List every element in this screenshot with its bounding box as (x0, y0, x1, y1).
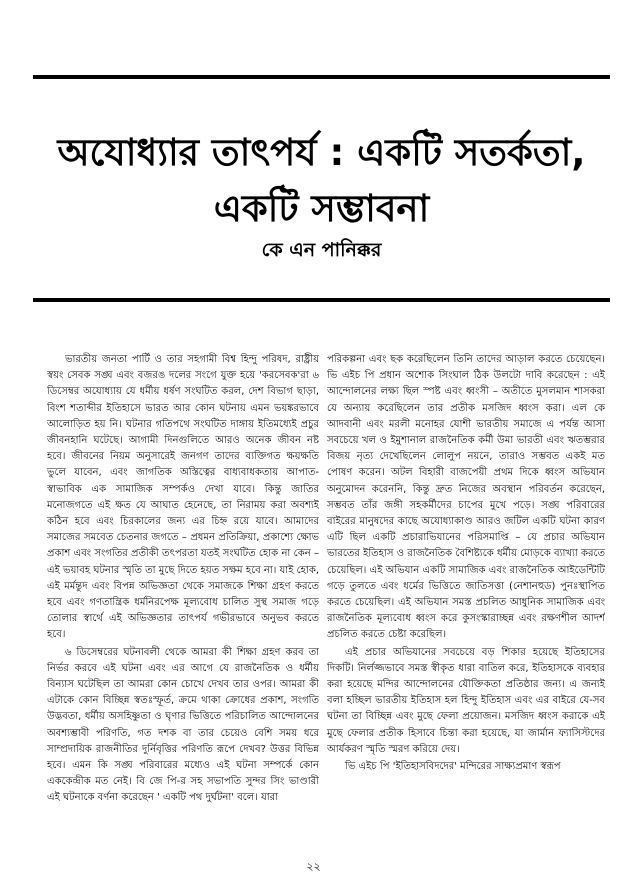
paragraph: ভি এইচ পি 'ইতিহাসবিদদের' মন্দিরের সাক্ষ্যপ্রমাণ স্বরূপ (345, 761, 561, 773)
paragraph: ৬ ডিসেম্বরের ঘটনাবলী থেকে আমরা কী শিক্ষা গ্রহণ করব তা নির্ভর করবে এই ঘটনা এবং এর আগে যে রাজনৈতিক ও ধর্মীয় বিন্যাস ঘটেছিল তা আমরা কোন চোখে দেখব তার ওপর। আমরা কী এটাকে কোন বিচ্ছিন্ন স্বতঃস্ফূর্ত, ক্রমে থাকা ক্রোধের প্রকাশ, সংগতি উদ্ভবতা, ধর্মীয় অসহিষ্ণুতা ও ঘৃণার ভিত্তিতে পরিচালিত আন্দোলনের অবশ্যম্ভাবী পরিণতি, গত দশক বা তার চেয়েও বেশি সময় ধরে সাম্প্রদায়িক রাজনীতির দুর্নিবৃত্তির পরিণতি রূপে দেখব? উত্তর বিভিন্ন হবে। এমন কি সঙ্ঘ পরিবারের মধ্যেও এই ঘটনা সম্পর্কে কোন এককেন্দ্রীক মত নেই। বি জে পি-র সহ সভাপতি সুন্দর সিং ভাণ্ডারী এই ঘটনাকে বর্ণনা করেছেন ' একটি পথ দুর্ঘটনা' বলে। যারা (47, 646, 319, 804)
paragraph: এই প্রচার অভিযানের সবচেয়ে বড় শিকার হয়েছে ইতিহাসের দিকটি। নির্লজ্জভাবে সমস্ত স্বীকৃত ধারা বাতিল করে, ইতিহাসকে ব্যবহার করা হয়েছে মন্দির আন্দোলনের যৌক্তিকতা প্রতিষ্ঠার জন্য। এ জন্যই বলা হচ্ছিল ভারতীয় ইতিহাস হল হিন্দু ইতিহাস এবং এর বাইরে যে-সব ঘটনা তা বিচ্ছিন্ন এবং মুছে ফেলা প্রয়োজন। মসজিদ ধ্বংস করাকে এই মুছে ফেলার প্রতীক হিসাবে চিন্তা করা হয়েছে, যা জার্মান ফ্যাসিস্টদের আর্যকরণ স্মৃতি স্মরণ করিয়ে দেয়। (327, 646, 605, 755)
page-number: ২২ (306, 860, 321, 873)
bottom-rule (33, 298, 610, 302)
article-author: কে এন পানিক্কর (261, 239, 382, 261)
left-column (47, 352, 319, 848)
paragraph: ভারতীয় জনতা পার্টি ও তার সহগামী বিশ্ব হিন্দু পরিষদ, রাষ্ট্রীয় স্বয়ং সেবক সঙ্ঘ এবং বজরঙ দলের সংগে যুক্ত হয়ে 'করসেবক'রা ৬ ডিসেম্বর অযোধ্যায় যে ধর্মীয় ধর্ষণ সংঘটিত করল, দেশ বিভাগ ছাড়া, বিংশ শতাব্দীর ইতিহাসে ভারত আর কোন ঘটনায় এমন ভয়ঙ্করভাবে আলোড়িত হয় নি। ঘটনার গতিপথে সংঘটিত দাঙ্গায় ইতিমধ্যেই প্রচুর জীবনহানি ঘটেছে। আগামী দিনগুলিতে আরও অনেক জীবন নষ্ট হবে। জীবনের নিয়ম অনুসারেই জনগণ তাদের ব্যক্তিগত ক্ষয়ক্ষতি ভুলে যাবেন, এবং জাগতিক অস্তিত্বের বাধ্যবাধকতায় আপাত-স্বাভাবিক এক সামাজিক সম্পর্কও দেখা যাবে। কিন্তু জাতির মনোজগতে এই ক্ষত যে আঘাত হেনেছে, তা নিরাময় করা অবশ্যই কঠিন হবে এবং চিরকালের জন্য এর চিহ্ন রয়ে যাবে। আমাদের সমাজের সমবেত চেতনার জগতে – প্রধমন প্রতিক্রিয়া, প্রকাশ্যে ক্ষোভ প্রকাশ এবং সংগতির প্রতীকী তৎপরতা যতই সংঘটিত হোক না কেন – এই ভয়াবহ ঘটনার স্মৃতি তা মুছে দিতে হয়ত সক্ষম হবে না। যাই হোক, এই মর্মন্তুদ এবং বিপন্ন অভিজ্ঞতা থেকে সমাজকে শিক্ষা গ্রহণ করতে হবে এবং গণতান্ত্রিক ধর্মনিরপেক্ষ মূল্যবোধ চালিত সুস্থ সমাজ গড়ে তোলার স্বার্থে এই অভিজ্ঞতার তাৎপর্য গভীরভাবে অনুভব করতে হবে। (47, 354, 319, 641)
paragraph: পরিকল্পনা এবং ছক করেছিলেন তিনি তাদের আড়াল করতে চেয়েছেন। ভি এইচ পি প্রধান অশোক সিংঘাল ঠিক উলটো দাবি করেছেন : এই আন্দোলনের লক্ষ্য ছিল স্পষ্ট এবং ধ্বংসী – অতীতে মুসলমান শাসকরা যে অন্যায় করেছিলেন তার প্রতীক মসজিদ ধ্বংস করা। এল কে আদবানী এবং মরলী মনোহর যোশী ভারতীয় সমাজে এ পর্যন্ত আসা সবচেয়ে খল ও ইমুশানাল রাজনৈতিক কর্মী উমা ভারতী এবং ঋতম্ভরার বিজয় নৃত্য দেখেছিলেন লোলুপ নয়নে, তারাও সম্ভবত একই মত পোষণ করেন। অটল বিহারী বাজপেয়ী প্রথম দিকে ধ্বংস অভিযান অনুমোদন করেননি, কিন্তু দ্রুত নিজের অবস্থান পরিবর্তন করেছেন, সম্ভবত তাঁর জঙ্গী সহকর্মীদের চাপের মুখে পড়ে। সঙ্ঘ পরিবারের বাইরের মানুষদের কাছে অযোধ্যাকাণ্ড আরও জটিল একটি ঘটনা কারণ এটি ছিল একটি প্রচারাভিযানের পরিসমাপ্তি – যে প্রচার অভিযান ভারতের ইতিহাস ও রাজনৈতিক বৈশিষ্ট্যকে ধর্মীয় মোড়কে ব্যাখ্যা করতে চেয়েছিল। এই অভিযান একটি সামাজিক এবং রাজনৈতিক আইডেন্টিটি গড়ে তুলতে এবং ধর্মের ভিত্তিতে জাতিসত্তা (নেশানহুড) পুনঃস্থাপিত করতে চেয়েছিল। এই অভিযান সমস্ত প্রচলিত আধুনিক সামাজিক এবং রাজনৈতিক মূল্যবোধ ধ্বংস করে কুসংস্কারাচ্ছন্ন এবং রক্ষণশীল আদর্শ প্রচলিত করতে চেষ্টা করেছিল। (327, 354, 605, 641)
top-rule (33, 75, 610, 79)
right-column (327, 352, 605, 848)
article-title: অযোধ্যার তাৎপর্য : একটি সতর্কতা, একটি সম্ভাবনা (57, 130, 586, 230)
